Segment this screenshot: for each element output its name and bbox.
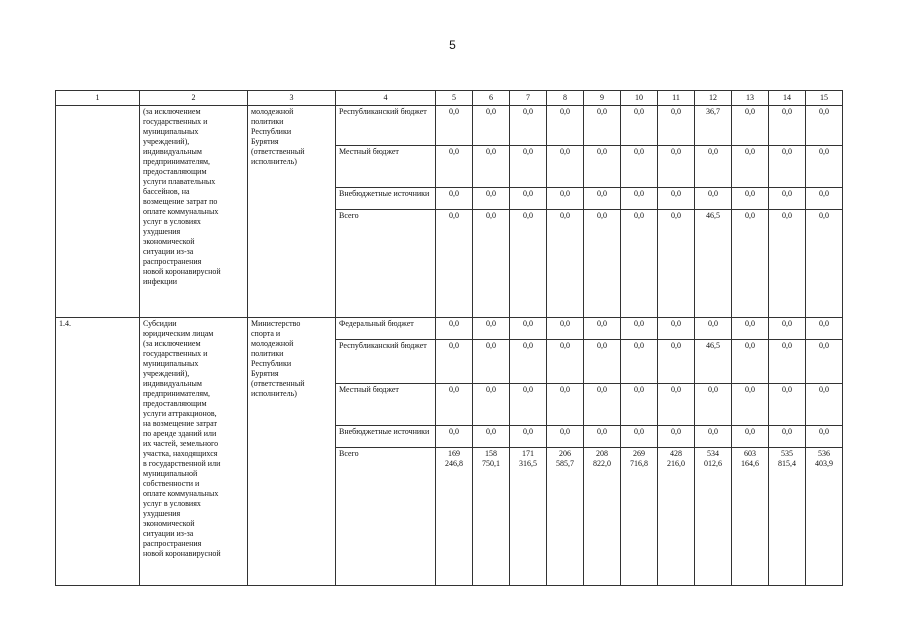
value-cell: 0,0: [732, 146, 769, 188]
column-header-6: 6: [473, 91, 510, 106]
column-header-1: 1: [56, 91, 140, 106]
value-cell: 428 216,0: [658, 448, 695, 586]
funding-source: Местный бюджет: [336, 384, 436, 426]
value-cell: 0,0: [732, 426, 769, 448]
value-cell: 0,0: [510, 188, 547, 210]
value-cell: 536 403,9: [806, 448, 843, 586]
funding-source: Всего: [336, 448, 436, 586]
page-number: 5: [449, 38, 456, 52]
value-cell: 0,0: [658, 188, 695, 210]
value-cell: 0,0: [806, 384, 843, 426]
value-cell: 0,0: [436, 188, 473, 210]
value-cell: 0,0: [695, 426, 732, 448]
value-cell: 0,0: [547, 318, 584, 340]
value-cell: 0,0: [547, 426, 584, 448]
value-cell: 0,0: [510, 210, 547, 318]
value-cell: 0,0: [769, 340, 806, 384]
column-header-5: 5: [436, 91, 473, 106]
value-cell: 208 822,0: [584, 448, 621, 586]
item-executor: молодежной политики Республики Бурятия (ответственный исполнитель): [248, 106, 336, 318]
value-cell: 0,0: [621, 426, 658, 448]
value-cell: 603 164,6: [732, 448, 769, 586]
value-cell: 0,0: [436, 146, 473, 188]
value-cell: 0,0: [436, 384, 473, 426]
value-cell: 0,0: [473, 106, 510, 146]
value-cell: 169 246,8: [436, 448, 473, 586]
value-cell: 0,0: [621, 106, 658, 146]
value-cell: 0,0: [769, 384, 806, 426]
value-cell: 0,0: [732, 384, 769, 426]
column-header-14: 14: [769, 91, 806, 106]
value-cell: 0,0: [806, 210, 843, 318]
value-cell: 0,0: [658, 106, 695, 146]
value-cell: 0,0: [658, 340, 695, 384]
value-cell: 0,0: [732, 340, 769, 384]
value-cell: 0,0: [436, 210, 473, 318]
value-cell: 269 716,8: [621, 448, 658, 586]
value-cell: 0,0: [658, 384, 695, 426]
value-cell: 0,0: [806, 188, 843, 210]
funding-source: Федеральный бюджет: [336, 318, 436, 340]
value-cell: 0,0: [473, 210, 510, 318]
column-header-15: 15: [806, 91, 843, 106]
column-header-3: 3: [248, 91, 336, 106]
value-cell: 534 012,6: [695, 448, 732, 586]
value-cell: 0,0: [473, 340, 510, 384]
value-cell: 0,0: [547, 384, 584, 426]
value-cell: 0,0: [473, 188, 510, 210]
value-cell: 535 815,4: [769, 448, 806, 586]
value-cell: 0,0: [436, 426, 473, 448]
item-description: (за исключением государственных и муниципальных учреждений), индивидуальным предпринимателям, предоставляющим услуги плавательных бассейнов, на возмещение затрат по оплате коммунальных услуг в условиях ухудшения экономической ситуации из-за распространения новой коронавирусной инфекции: [140, 106, 248, 318]
funding-source: Республиканский бюджет: [336, 106, 436, 146]
value-cell: 0,0: [695, 318, 732, 340]
header-row: [56, 91, 843, 106]
column-header-4: 4: [336, 91, 436, 106]
funding-source: Республиканский бюджет: [336, 340, 436, 384]
value-cell: 0,0: [547, 146, 584, 188]
value-cell: 0,0: [621, 340, 658, 384]
value-cell: 0,0: [806, 106, 843, 146]
value-cell: 0,0: [769, 426, 806, 448]
value-cell: 0,0: [584, 340, 621, 384]
value-cell: 0,0: [436, 318, 473, 340]
value-cell: 0,0: [621, 318, 658, 340]
value-cell: 206 585,7: [547, 448, 584, 586]
value-cell: 0,0: [547, 210, 584, 318]
value-cell: 0,0: [806, 340, 843, 384]
value-cell: 0,0: [621, 210, 658, 318]
value-cell: 0,0: [584, 426, 621, 448]
value-cell: 0,0: [510, 426, 547, 448]
funding-source: Местный бюджет: [336, 146, 436, 188]
column-header-9: 9: [584, 91, 621, 106]
value-cell: 0,0: [658, 146, 695, 188]
value-cell: 0,0: [510, 340, 547, 384]
value-cell: 0,0: [769, 106, 806, 146]
value-cell: 0,0: [547, 106, 584, 146]
value-cell: 0,0: [473, 384, 510, 426]
value-cell: 0,0: [769, 146, 806, 188]
value-cell: 0,0: [769, 318, 806, 340]
value-cell: 36,7: [695, 106, 732, 146]
value-cell: 0,0: [806, 146, 843, 188]
value-cell: 0,0: [547, 340, 584, 384]
table-row: [56, 318, 843, 340]
funding-source: Всего: [336, 210, 436, 318]
value-cell: 0,0: [584, 210, 621, 318]
value-cell: 0,0: [695, 146, 732, 188]
value-cell: 0,0: [584, 384, 621, 426]
column-header-10: 10: [621, 91, 658, 106]
value-cell: 0,0: [658, 318, 695, 340]
funding-source: Внебюджетные источники: [336, 426, 436, 448]
value-cell: 0,0: [732, 318, 769, 340]
item-description: Субсидии юридическим лицам (за исключением государственных и муниципальных учреждений), индивидуальным предпринимателям, предоставляющим услуги аттракционов, на возмещение затрат по аренде зданий или их частей, земельного участка, находящихся в государственной или муниципальной собственности и оплате коммунальных услуг в условиях ухудшения экономической ситуации из-за распространения новой коронавирусной: [140, 318, 248, 586]
value-cell: 46,5: [695, 340, 732, 384]
item-index: [56, 106, 140, 318]
value-cell: 0,0: [584, 318, 621, 340]
value-cell: 0,0: [547, 188, 584, 210]
value-cell: 0,0: [806, 426, 843, 448]
value-cell: 46,5: [695, 210, 732, 318]
value-cell: 0,0: [732, 106, 769, 146]
value-cell: 0,0: [695, 188, 732, 210]
value-cell: 0,0: [473, 318, 510, 340]
value-cell: 158 750,1: [473, 448, 510, 586]
value-cell: 0,0: [584, 106, 621, 146]
table-body: [56, 106, 843, 586]
table-row: [56, 106, 843, 146]
value-cell: 0,0: [584, 188, 621, 210]
value-cell: 0,0: [436, 340, 473, 384]
value-cell: 0,0: [510, 384, 547, 426]
column-header-11: 11: [658, 91, 695, 106]
value-cell: 0,0: [658, 426, 695, 448]
value-cell: 0,0: [436, 106, 473, 146]
value-cell: 0,0: [510, 146, 547, 188]
item-index: 1.4.: [56, 318, 140, 586]
value-cell: 0,0: [658, 210, 695, 318]
value-cell: 0,0: [621, 384, 658, 426]
column-header-7: 7: [510, 91, 547, 106]
value-cell: 171 316,5: [510, 448, 547, 586]
value-cell: 0,0: [621, 146, 658, 188]
funding-source: Внебюджетные источники: [336, 188, 436, 210]
value-cell: 0,0: [510, 318, 547, 340]
value-cell: 0,0: [769, 210, 806, 318]
value-cell: 0,0: [806, 318, 843, 340]
value-cell: 0,0: [510, 106, 547, 146]
column-header-13: 13: [732, 91, 769, 106]
value-cell: 0,0: [621, 188, 658, 210]
value-cell: 0,0: [473, 146, 510, 188]
value-cell: 0,0: [732, 210, 769, 318]
value-cell: 0,0: [695, 384, 732, 426]
value-cell: 0,0: [732, 188, 769, 210]
column-header-12: 12: [695, 91, 732, 106]
column-header-2: 2: [140, 91, 248, 106]
value-cell: 0,0: [584, 146, 621, 188]
item-executor: Министерство спорта и молодежной политики Республики Бурятия (ответственный исполнитель): [248, 318, 336, 586]
budget-table: [55, 90, 843, 586]
column-header-8: 8: [547, 91, 584, 106]
value-cell: 0,0: [473, 426, 510, 448]
value-cell: 0,0: [769, 188, 806, 210]
